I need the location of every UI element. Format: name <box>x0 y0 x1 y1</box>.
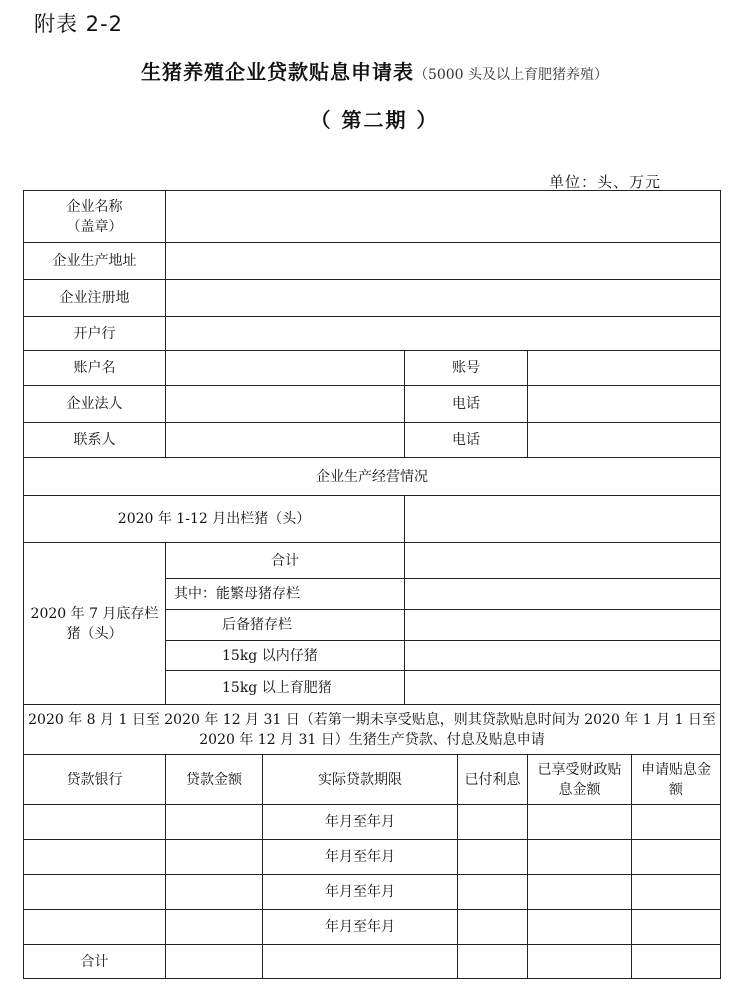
loan-bank-cell[interactable] <box>24 910 166 945</box>
appendix-label: 附表 2-2 <box>34 12 123 36</box>
loan-received-subsidy-cell[interactable] <box>528 805 632 840</box>
loan-period-cell[interactable]: 年月至年月 <box>263 805 458 840</box>
stock-total-field[interactable] <box>405 543 721 579</box>
row-production-address <box>24 243 721 280</box>
stock-piglets-label: 15kg 以内仔猪 <box>166 641 405 671</box>
loan-received-subsidy-cell[interactable] <box>528 910 632 945</box>
contact-phone-label: 电话 <box>405 423 528 458</box>
loan-row <box>24 910 721 945</box>
loan-bank-cell[interactable] <box>24 805 166 840</box>
stock-finishing-label: 15kg 以上育肥猪 <box>166 671 405 705</box>
loan-amount-cell[interactable] <box>166 840 263 875</box>
shipped-label: 2020 年 1-12 月出栏猪（头） <box>24 496 405 543</box>
production-address-field[interactable] <box>166 243 721 280</box>
stock-sows-field[interactable] <box>405 579 721 610</box>
legal-person-phone-field[interactable] <box>528 386 721 423</box>
stock-sows-label: 其中：能繁母猪存栏 <box>166 579 405 610</box>
loan-bank-cell[interactable] <box>24 840 166 875</box>
loan-amount-cell[interactable] <box>166 875 263 910</box>
row-shipped <box>24 496 721 543</box>
row-contact <box>24 423 721 458</box>
stock-total-label: 合计 <box>166 543 405 579</box>
row-loan-headers <box>24 755 721 805</box>
loan-total-amount-cell[interactable] <box>166 945 263 979</box>
company-name-field[interactable] <box>166 191 721 243</box>
account-no-field[interactable] <box>528 351 721 386</box>
loan-header-amount: 贷款金额 <box>166 755 263 805</box>
contact-label: 联系人 <box>24 423 166 458</box>
row-company-name <box>24 191 721 243</box>
stock-reserve-field[interactable] <box>405 610 721 641</box>
legal-person-phone-label: 电话 <box>405 386 528 423</box>
company-seal-text: （盖章） <box>66 218 123 235</box>
legal-person-field[interactable] <box>166 386 405 423</box>
form-title <box>0 56 749 85</box>
loan-received-subsidy-cell[interactable] <box>528 840 632 875</box>
loan-total-paid-interest-cell[interactable] <box>458 945 528 979</box>
contact-field[interactable] <box>166 423 405 458</box>
unit-label: 单位：头、万元 <box>548 173 661 191</box>
row-bank <box>24 317 721 351</box>
loan-requested-subsidy-cell[interactable] <box>632 840 721 875</box>
loan-total-received-subsidy-cell[interactable] <box>528 945 632 979</box>
loan-period-cell[interactable]: 年月至年月 <box>263 875 458 910</box>
stock-finishing-field[interactable] <box>405 671 721 705</box>
loan-amount-cell[interactable] <box>166 910 263 945</box>
loan-period-cell[interactable]: 年月至年月 <box>263 840 458 875</box>
company-name-label <box>24 191 166 243</box>
loan-header-paid-interest: 已付利息 <box>458 755 528 805</box>
loan-paid-interest-cell[interactable] <box>458 805 528 840</box>
loan-paid-interest-cell[interactable] <box>458 840 528 875</box>
bank-field[interactable] <box>166 317 721 351</box>
row-loan-description <box>24 705 721 755</box>
stock-reserve-label: 后备猪存栏 <box>166 610 405 641</box>
row-stock-total <box>24 543 721 579</box>
loan-header-period: 实际贷款期限 <box>263 755 458 805</box>
row-loan-total <box>24 945 721 979</box>
registered-address-field[interactable] <box>166 280 721 317</box>
form-title-main: 生猪养殖企业贷款贴息申请表 <box>140 60 414 84</box>
loan-header-bank: 贷款银行 <box>24 755 166 805</box>
loan-requested-subsidy-cell[interactable] <box>632 805 721 840</box>
loan-paid-interest-cell[interactable] <box>458 875 528 910</box>
loan-requested-subsidy-cell[interactable] <box>632 910 721 945</box>
company-name-text: 企业名称 <box>66 198 123 215</box>
contact-phone-field[interactable] <box>528 423 721 458</box>
loan-row <box>24 805 721 840</box>
row-legal-person <box>24 386 721 423</box>
loan-received-subsidy-cell[interactable] <box>528 875 632 910</box>
legal-person-label: 企业法人 <box>24 386 166 423</box>
bank-label: 开户行 <box>24 317 166 351</box>
loan-row <box>24 840 721 875</box>
loan-paid-interest-cell[interactable] <box>458 910 528 945</box>
loan-header-requested-subsidy: 申请贴息金额 <box>632 755 721 805</box>
shipped-field[interactable] <box>405 496 721 543</box>
stock-label: 2020 年 7 月底存栏猪（头） <box>24 543 166 705</box>
registered-address-label: 企业注册地 <box>24 280 166 317</box>
account-name-label: 账户名 <box>24 351 166 386</box>
loan-amount-cell[interactable] <box>166 805 263 840</box>
loan-total-period-cell[interactable] <box>263 945 458 979</box>
account-no-label: 账号 <box>405 351 528 386</box>
loan-total-requested-subsidy-cell[interactable] <box>632 945 721 979</box>
production-address-label: 企业生产地址 <box>24 243 166 280</box>
form-title-note: （5000 头及以上育肥猪养殖） <box>413 67 609 83</box>
account-name-field[interactable] <box>166 351 405 386</box>
loan-bank-cell[interactable] <box>24 875 166 910</box>
operations-header: 企业生产经营情况 <box>24 458 721 496</box>
loan-total-label: 合计 <box>24 945 166 979</box>
row-operations-header <box>24 458 721 496</box>
loan-row <box>24 875 721 910</box>
loan-requested-subsidy-cell[interactable] <box>632 875 721 910</box>
subsidy-application-table <box>23 190 721 979</box>
form-subtitle: （ 第二期 ） <box>310 108 439 132</box>
loan-period-cell[interactable]: 年月至年月 <box>263 910 458 945</box>
stock-piglets-field[interactable] <box>405 641 721 671</box>
row-account <box>24 351 721 386</box>
loan-header-received-subsidy: 已享受财政贴息金额 <box>528 755 632 805</box>
row-registered-address <box>24 280 721 317</box>
loan-description: 2020 年 8 月 1 日至 2020 年 12 月 31 日（若第一期未享受贴息，则其贷款贴息时间为 2020 年 1 月 1 日至 2020 年 12 月 31 日）生猪生产贷款、付息及贴息申请 <box>24 705 721 755</box>
